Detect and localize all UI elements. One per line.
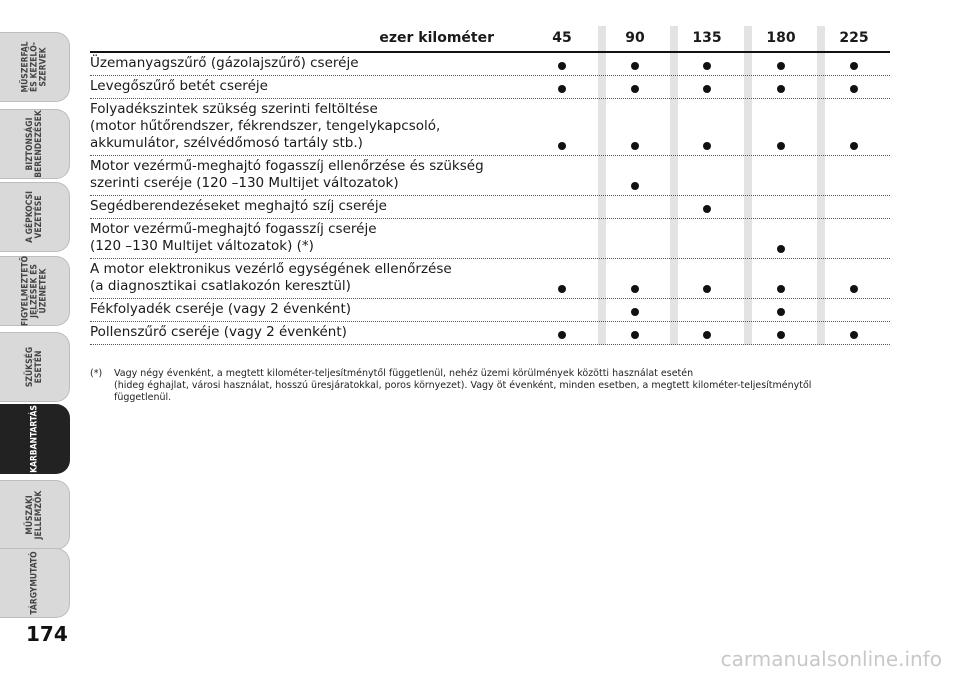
service-dot (558, 285, 566, 293)
service-dot (777, 142, 785, 150)
page-number: 174 (26, 622, 68, 646)
service-dot (777, 285, 785, 293)
service-dot (777, 245, 785, 253)
service-dot (631, 285, 639, 293)
service-dot (558, 85, 566, 93)
row-label: Levegőszűrő betét cseréje (90, 78, 268, 94)
section-tab-0[interactable] (0, 32, 70, 102)
table-body (90, 53, 890, 345)
header-km-180: 180 (766, 30, 796, 46)
section-tab-7[interactable] (0, 548, 70, 618)
section-tab-3[interactable] (0, 256, 70, 326)
row-label: A motor elektronikus vezérlő egységének ellenőrzése (a diagnosztikai csatlakozón keresztül) (90, 261, 452, 294)
service-dot (631, 331, 639, 339)
table-row (90, 99, 890, 156)
section-tab-label: TÁRGYMUTATÓ (29, 551, 39, 615)
table-row (90, 219, 890, 259)
service-dot (703, 331, 711, 339)
service-dot (777, 331, 785, 339)
table-row (90, 299, 890, 322)
header-km-90: 90 (625, 30, 645, 46)
row-label: Fékfolyadék cseréje (vagy 2 évenként) (90, 301, 352, 317)
header-km-45: 45 (552, 30, 572, 46)
header-km-225: 225 (839, 30, 869, 46)
section-tab-label: MŰSZERFAL ÉS KEZELŐ- SZERVEK (20, 41, 48, 93)
table-row (90, 259, 890, 299)
row-label: Pollenszűrő cseréje (vagy 2 évenként) (90, 324, 347, 340)
footnote-text: Vagy négy évenként, a megtett kilométer-teljesítménytől függetlenül, nehéz üzemi körülmények közötti használat esetén (hideg éghajlat, városi használat, hosszú üresjáratokkal, poros környezet). Vagy öt évenként, minden esetben, a megtett kilométer-teljesítménytől függetlenül. (114, 368, 812, 403)
section-tab-2[interactable] (0, 182, 70, 252)
service-dot (850, 85, 858, 93)
section-tab-4[interactable] (0, 332, 70, 402)
service-dot (631, 142, 639, 150)
service-dot (777, 85, 785, 93)
table-row (90, 53, 890, 76)
service-dot (850, 285, 858, 293)
row-label: Motor vezérmű-meghajtó fogasszíj ellenőrzése és szükség szerinti cseréje (120 –130 Multijet változatok) (90, 158, 484, 191)
table-row (90, 322, 890, 345)
maintenance-table (90, 26, 890, 345)
section-tab-label: MŰSZAKI JELLEMZŐK (24, 490, 44, 540)
table-row (90, 196, 890, 219)
service-dot (703, 62, 711, 70)
row-label: Segédberendezéseket meghajtó szíj cseréje (90, 198, 387, 214)
service-dot (777, 62, 785, 70)
section-tab-label: A GÉPKOCSI VEZETÉSE (24, 191, 44, 243)
table-row (90, 76, 890, 99)
section-tab-1[interactable] (0, 109, 70, 179)
service-dot (777, 308, 785, 316)
service-dot (558, 331, 566, 339)
header-unit-label: ezer kilométer (379, 30, 494, 46)
service-dot (703, 205, 711, 213)
row-label: Motor vezérmű-meghajtó fogasszíj cseréje (120 –130 Multijet változatok) (*) (90, 221, 377, 254)
footnote-mark: (*) (90, 368, 103, 379)
header-km-135: 135 (692, 30, 722, 46)
service-dot (558, 62, 566, 70)
section-tab-label: SZÜKSÉG ESETÉN (24, 346, 44, 388)
service-dot (631, 182, 639, 190)
service-dot (631, 62, 639, 70)
service-dot (850, 142, 858, 150)
service-dot (850, 331, 858, 339)
service-dot (703, 85, 711, 93)
service-dot (850, 62, 858, 70)
service-dot (703, 142, 711, 150)
footnote (90, 368, 890, 404)
section-tab-label: KARBANTARTÁS (29, 405, 39, 473)
row-label: Üzemanyagszűrő (gázolajszűrő) cseréje (90, 55, 359, 71)
watermark: carmanualsonline.info (720, 647, 942, 671)
service-dot (703, 285, 711, 293)
section-tab-label: FIGYELMEZTETŐ JELZÉSEK ÉS ÜZENETEK (20, 255, 48, 327)
table-row (90, 156, 890, 196)
section-tab-label: BIZTONSÁGI BERENDEZÉSEK (24, 110, 44, 178)
service-dot (558, 142, 566, 150)
service-dot (631, 308, 639, 316)
table-header (90, 26, 890, 53)
section-tab-5[interactable] (0, 404, 70, 474)
section-tab-6[interactable] (0, 480, 70, 550)
row-label: Folyadékszintek szükség szerinti feltöltése (motor hűtőrendszer, fékrendszer, tengelykapcsoló, akkumulátor, szélvédőmosó tartály stb.) (90, 101, 441, 151)
service-dot (631, 85, 639, 93)
